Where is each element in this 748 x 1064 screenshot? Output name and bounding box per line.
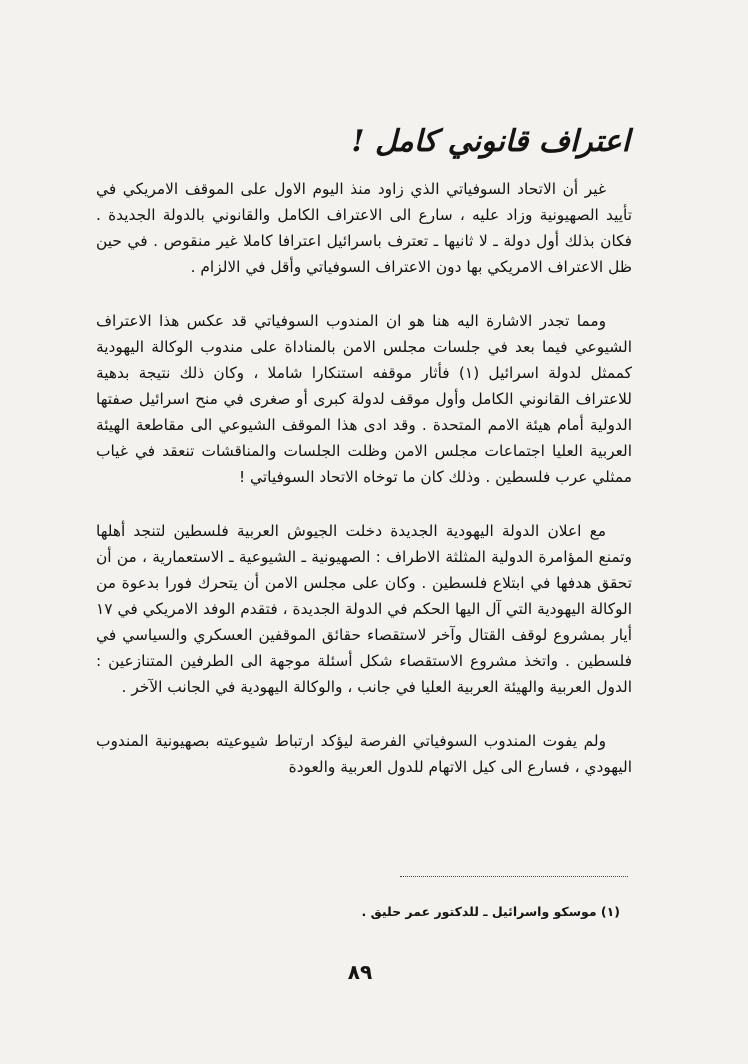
paragraph-3: مع اعلان الدولة اليهودية الجديدة دخلت الجيوش العربية فلسطين لتنجد أهلها وتمنع المؤامرة الدولية المثلثة الاطراف : الصهيونية ـ الشيوعية ـ الاستعمارية ، من أن تحقق هدفها في ابتلاع فلسطين . وكان على مجلس الامن أن يتحرك فورا بدعوة من الوكالة اليهودية التي آل اليها الحكم في الدولة الجديدة ، فتقدم الوفد الامريكي في ١٧ أيار بمشروع لوقف القتال وآخر لاستقصاء حقائق الموقفين العسكري والسياسي في فلسطين . واتخذ مشروع الاستقصاء شكل أسئلة موجهة الى الطرفين المتنازعين : الدول العربية والهيئة العربية العليا في جانب ، والوكالة اليهودية في الجانب الآخر . xyxy=(96,522,632,696)
section-heading: اعتراف قانوني كامل ! xyxy=(351,124,630,159)
body-text xyxy=(96,176,632,780)
footnote: (١) موسكو واسرائيل ـ للدكتور عمر حليق . xyxy=(361,904,620,919)
page-number: ٨٩ xyxy=(347,960,373,984)
paragraph-1: غير أن الاتحاد السوفياتي الذي زاود منذ اليوم الاول على الموقف الامريكي في تأييد الصهيونية وزاد عليه ، سارع الى الاعتراف الكامل والقانوني بالدولة الجديدة . فكان بذلك أول دولة ـ لا ثانيها ـ تعترف باسرائيل اعترافا كاملا غير منقوص . في حين ظل الاعتراف الامريكي بها دون الاعتراف السوفياتي وأقل في الالزام . xyxy=(96,180,632,276)
footnote-divider xyxy=(400,876,628,877)
paragraph-2: ومما تجدر الاشارة اليه هنا هو ان المندوب السوفياتي قد عكس هذا الاعتراف الشيوعي فيما بعد في جلسات مجلس الامن بالمناداة على مندوب الوكالة اليهودية كممثل لدولة اسرائيل (١) فأثار موقفه استنكارا شاملا ، وكان ذلك نتيجة بدهية للاعتراف القانوني الكامل وأول موقف لدولة كبرى أو صغرى في منح اسرائيل صفتها الدولية أمام هيئة الامم المتحدة . وقد ادى هذا الموقف الشيوعي الى مقاطعة الهيئة العربية العليا اجتماعات مجلس الامن وظلت الجلسات والمناقشات تنعقد في غياب ممثلي عرب فلسطين . وذلك كان ما توخاه الاتحاد السوفياتي ! xyxy=(96,312,632,486)
paragraph-4: ولم يفوت المندوب السوفياتي الفرصة ليؤكد ارتباط شيوعيته بصهيونية المندوب اليهودي ، فسارع الى كيل الاتهام للدول العربية والعودة xyxy=(96,732,632,776)
